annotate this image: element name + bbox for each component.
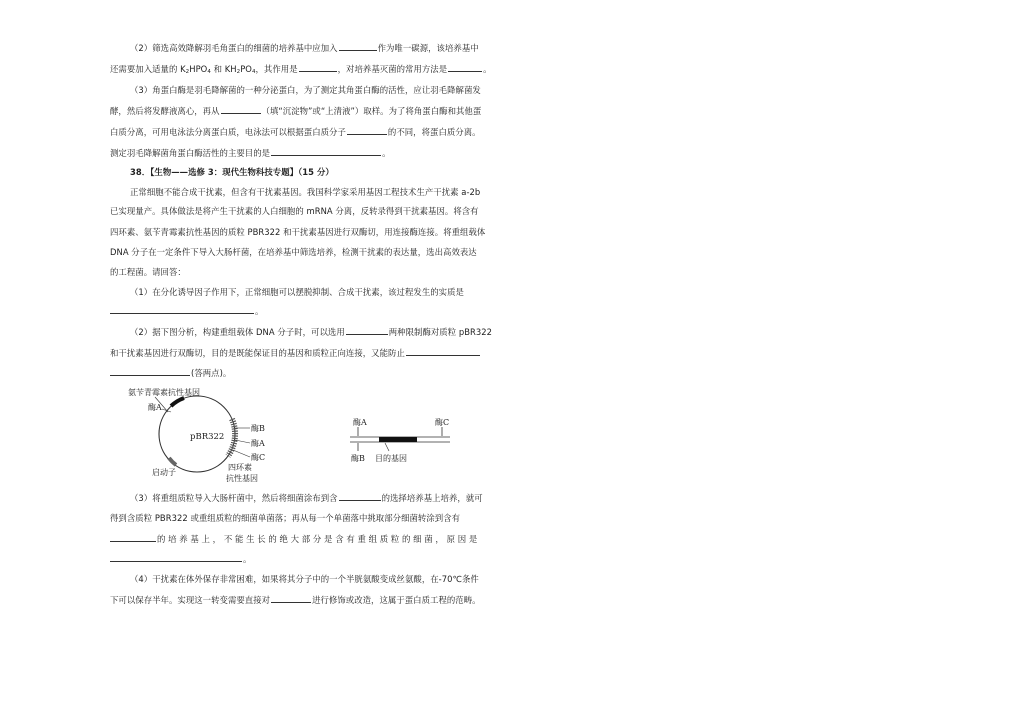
- q38-intro-line: 的工程菌。请回答：: [110, 267, 186, 277]
- q38-heading: 38．【生物——选修 3：现代生物科技专题】（15 分）: [130, 167, 334, 177]
- q2-text: （2）筛选高效降解羽毛角蛋白的细菌的培养基中应加入: [130, 43, 338, 53]
- q2-text: 。: [483, 64, 492, 74]
- subscript: 4: [251, 69, 256, 75]
- gene-enzyme-a-label: 酶A: [353, 418, 367, 427]
- answer-blank[interactable]: [110, 553, 242, 562]
- answer-blank[interactable]: [346, 326, 388, 335]
- answer-blank[interactable]: [448, 63, 482, 72]
- promoter-label: 启动子: [152, 468, 176, 477]
- q3-line-2: [110, 105, 502, 117]
- q3-text: 的不同，将蛋白质分离。: [387, 127, 481, 137]
- target-gene-diagram: [345, 405, 465, 465]
- q38-text: （2）据下图分析，构建重组载体 DNA 分子时，可以选用: [130, 327, 345, 337]
- subscript: 2: [185, 69, 190, 75]
- q2-text: 还需要加入适量的 K: [110, 64, 186, 74]
- q38-sub4-line-2: [110, 594, 502, 606]
- q38-text: 下可以保存半年。实现这一转变需要直接对: [110, 595, 271, 605]
- q38-sub3-line-3: [110, 533, 502, 545]
- q38-sub1-line-1: （1）在分化诱导因子作用下，正常细胞可以摆脱抑制、合成干扰素，该过程发生的实质是: [130, 287, 464, 297]
- q38-intro-line: 已实现量产。具体做法是将产生干扰素的人白细胞的 mRNA 分离，反转录得到干扰素基因。将含有: [110, 206, 479, 216]
- enzyme-b-label: 酶B: [251, 424, 265, 433]
- q2-text: 和 KH: [210, 64, 237, 74]
- q38-sub4-line-1: （4）干扰素在体外保存非常困难，如果将其分子中的一个半胱氨酸变成丝氨酸，在-70℃条件: [130, 574, 479, 584]
- q38-text: 的 培 养 基 上 ， 不 能 生 长 的 绝 大 部 分 是 含 有 重 组 质 粒 的 细 菌 ， 原 因 是: [157, 534, 478, 544]
- q2-text: 作为唯一碳源，该培养基中: [377, 43, 479, 53]
- q38-sub3-line-4: [110, 553, 502, 565]
- gene-enzyme-b-label: 酶B: [351, 454, 365, 463]
- q2-text: ，其作用是: [255, 64, 298, 74]
- q38-sub1-line-2: [110, 305, 502, 317]
- q38-sub3-line-2: 得到含质粒 PBR322 或重组质粒的细菌单菌落；再从每一个单菌落中挑取部分细菌转涂到含有: [110, 513, 461, 523]
- q38-text: 和干扰素基因进行双酶切，目的是既能保证目的基因和质粒正向连接，又能防止: [110, 348, 405, 358]
- q38-text: 的选择培养基上培养，就可: [381, 493, 483, 503]
- q38-sub3-line-1: [130, 492, 502, 504]
- gene-enzyme-c-label: 酶C: [435, 418, 450, 427]
- tet-resistance-label-2: 抗性基因: [226, 474, 258, 483]
- q38-intro-line: 正常细胞不能合成干扰素，但含有干扰素基因。我国科学家采用基因工程技术生产干扰素 a-2b: [130, 187, 481, 197]
- amp-resistance-label: 氨苄青霉素抗性基因: [128, 388, 200, 397]
- pointer-line: [385, 443, 389, 451]
- plasmid-name: pBR322: [190, 432, 225, 442]
- answer-blank[interactable]: [347, 126, 387, 135]
- answer-blank[interactable]: [110, 367, 190, 376]
- pointer-line: [233, 450, 250, 457]
- q3-text: 。: [382, 148, 391, 158]
- answer-blank[interactable]: [339, 42, 377, 51]
- q38-text: 。: [243, 554, 252, 564]
- q3-text: （3）角蛋白酶是羽毛降解菌的一种分泌蛋白，为了测定其角蛋白酶的活性，应让羽毛降解菌发: [130, 85, 481, 95]
- tet-resistance-label-1: 四环素: [228, 463, 252, 472]
- answer-blank[interactable]: [339, 492, 381, 501]
- q38-sub2-line-3: [110, 367, 502, 379]
- subscript: 4: [207, 69, 211, 75]
- answer-blank[interactable]: [271, 147, 381, 156]
- q38-intro-line: 四环素、氨苄青霉素抗性基因的质粒 PBR322 和干扰素基因进行双酶切，用连接酶连接。将重组载体: [110, 227, 486, 237]
- amp-resistance-gene: [171, 398, 184, 406]
- q3-line-3: [110, 126, 502, 138]
- answer-blank[interactable]: [110, 305, 254, 314]
- q3-text: 白质分离，可用电泳法分离蛋白质，电泳法可以根据蛋白质分子: [110, 127, 346, 137]
- q38-text: 。: [255, 306, 264, 316]
- q2-text: HPO: [189, 64, 208, 74]
- answer-blank[interactable]: [221, 105, 261, 114]
- q38-text: 两种限制酶对质粒 pBR322: [388, 327, 493, 337]
- answer-blank[interactable]: [406, 347, 480, 356]
- q2-line-1: [130, 42, 502, 54]
- q3-text: 测定羽毛降解菌角蛋白酶活性的主要目的是: [110, 148, 271, 158]
- target-gene-segment: [379, 437, 417, 442]
- enzyme-a-left-label: 酶A: [148, 403, 162, 412]
- target-gene-label: 目的基因: [375, 454, 407, 463]
- q38-text: 进行修饰或改造，这属于蛋白质工程的范畴。: [312, 595, 481, 605]
- subscript: 2: [236, 69, 241, 75]
- q3-line-4: [110, 147, 502, 159]
- q38-intro-line: DNA 分子在一定条件下导入大肠杆菌，在培养基中筛选培养，检测干扰素的表达量，选出高效表达: [110, 247, 477, 257]
- answer-blank[interactable]: [110, 533, 156, 542]
- q38-sub2-line-2: [110, 347, 502, 359]
- q2-text: PO: [240, 64, 252, 74]
- answer-blank[interactable]: [271, 594, 311, 603]
- q38-text: (答两点)。: [191, 368, 232, 378]
- plasmid-diagram: [110, 384, 310, 486]
- promoter-segment: [169, 458, 176, 465]
- q38-text: （3）将重组质粒导入大肠杆菌中，然后将细菌涂布到含: [130, 493, 338, 503]
- q2-text: ，对培养基灭菌的常用方法是: [337, 64, 448, 74]
- q2-line-2: [110, 63, 502, 75]
- enzyme-a-right-label: 酶A: [251, 439, 265, 448]
- answer-blank[interactable]: [299, 63, 337, 72]
- q3-text: （填“沉淀物”或“上清液”）取样。为了将角蛋白酶和其他蛋: [261, 106, 482, 116]
- q38-sub2-line-1: [130, 326, 502, 338]
- enzyme-c-label: 酶C: [251, 453, 266, 462]
- q3-line-1: [130, 84, 502, 96]
- q3-text: 酵，然后将发酵液离心，再从: [110, 106, 220, 116]
